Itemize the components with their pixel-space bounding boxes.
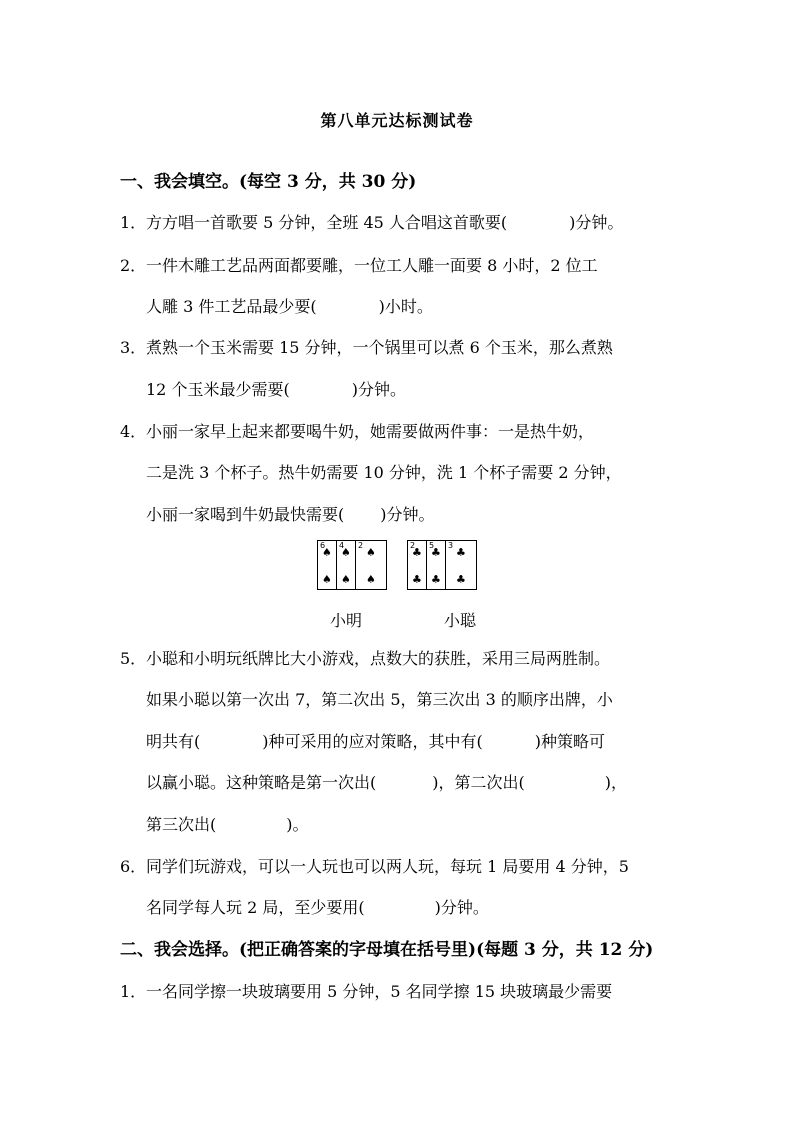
question-number: 6． bbox=[120, 857, 147, 876]
question-3-line-2 bbox=[146, 380, 406, 400]
spade-icon: ♠ bbox=[366, 546, 376, 559]
question-text: )， bbox=[604, 773, 627, 792]
question-number: 4． bbox=[120, 422, 147, 441]
question-4-line-2 bbox=[146, 463, 622, 483]
question-text: 名同学每人玩 2 局，至少要用( bbox=[146, 898, 365, 917]
question-6-line-1 bbox=[120, 857, 629, 877]
card-rank: 6 bbox=[320, 541, 326, 550]
question-text: )分钟。 bbox=[380, 505, 435, 524]
spade-icon: ♠ bbox=[341, 546, 351, 559]
question-text: 小丽一家早上起来都要喝牛奶，她需要做两件事：一是热牛奶， bbox=[146, 422, 595, 441]
spade-icon: ♠ bbox=[341, 573, 351, 586]
club-icon: ♣ bbox=[431, 546, 441, 559]
card-rank: 2 bbox=[358, 541, 364, 550]
spade-icon: ♠ bbox=[322, 546, 332, 559]
question-text: )种策略可 bbox=[534, 732, 605, 751]
question-text: )分钟。 bbox=[434, 898, 489, 917]
question-number: 1． bbox=[120, 213, 147, 232]
question-text: 同学们玩游戏，可以一人玩也可以两人玩，每玩 1 局要用 4 分钟，5 bbox=[146, 857, 629, 876]
card-rank: 5 bbox=[429, 541, 435, 550]
card-rank: 3 bbox=[448, 541, 454, 550]
spade-icon: ♠ bbox=[322, 573, 332, 586]
playing-card bbox=[426, 540, 446, 590]
question-5-line-4 bbox=[146, 773, 627, 793]
club-icon: ♣ bbox=[431, 573, 441, 586]
question-4-line-1 bbox=[120, 422, 594, 442]
question-text: 明共有( bbox=[146, 732, 201, 751]
question-2-line-2 bbox=[146, 297, 433, 317]
question-text: 小丽一家喝到牛奶最快需要( bbox=[146, 505, 345, 524]
question-text: )种可采用的应对策略，其中有( bbox=[262, 732, 483, 751]
question-text: 小聪和小明玩纸牌比大小游戏，点数大的获胜，采用三局两胜制。 bbox=[146, 649, 611, 668]
question-5-line-2 bbox=[146, 690, 613, 710]
playing-card bbox=[355, 540, 387, 590]
card-rank: 2 bbox=[410, 541, 416, 550]
question-4-line-3 bbox=[146, 505, 435, 525]
question-text: 人雕 3 件工艺品最少要( bbox=[146, 297, 317, 316]
section-2-heading: 二、我会选择。(把正确答案的字母填在括号里)(每题 3 分，共 12 分) bbox=[120, 940, 654, 960]
playing-card bbox=[317, 540, 337, 590]
question-text: 煮熟一个玉米需要 15 分钟，一个锅里可以煮 6 个玉米，那么煮熟 bbox=[146, 338, 613, 357]
playing-card bbox=[407, 540, 427, 590]
cards-xiaoming bbox=[318, 540, 387, 590]
question-5-line-5 bbox=[146, 815, 309, 835]
section-2-question-1 bbox=[120, 982, 612, 1002]
page-title: 第八单元达标测试卷 bbox=[320, 111, 474, 130]
question-5-line-3 bbox=[146, 732, 605, 752]
playing-card bbox=[336, 540, 356, 590]
question-text: 方方唱一首歌要 5 分钟，全班 45 人合唱这首歌要( bbox=[146, 213, 508, 232]
question-3-line-1 bbox=[120, 338, 613, 358]
club-icon: ♣ bbox=[456, 546, 466, 559]
question-text: )分钟。 bbox=[569, 213, 624, 232]
question-text: )，第二次出( bbox=[432, 773, 525, 792]
question-number: 1． bbox=[120, 982, 147, 1001]
card-rank: 4 bbox=[339, 541, 345, 550]
question-6-line-2 bbox=[146, 898, 489, 918]
question-text: )小时。 bbox=[378, 297, 433, 316]
question-text: 一名同学擦一块玻璃要用 5 分钟，5 名同学擦 15 块玻璃最少需要 bbox=[146, 982, 613, 1001]
cards-xiaocong bbox=[408, 540, 477, 590]
question-text: 如果小聪以第一次出 7，第二次出 5，第三次出 3 的顺序出牌，小 bbox=[146, 690, 613, 709]
club-icon: ♣ bbox=[412, 573, 422, 586]
question-5-line-1 bbox=[120, 649, 610, 669]
caption-xiaoming: 小明 bbox=[330, 611, 363, 630]
question-1 bbox=[120, 213, 623, 233]
question-text: 二是洗 3 个杯子。热牛奶需要 10 分钟，洗 1 个杯子需要 2 分钟， bbox=[146, 463, 622, 482]
playing-card bbox=[445, 540, 477, 590]
question-number: 3． bbox=[120, 338, 147, 357]
question-text: )分钟。 bbox=[351, 380, 406, 399]
club-icon: ♣ bbox=[412, 546, 422, 559]
question-text: 一件木雕工艺品两面都要雕，一位工人雕一面要 8 小时，2 位工 bbox=[146, 256, 598, 275]
spade-icon: ♠ bbox=[366, 573, 376, 586]
question-text: )。 bbox=[286, 815, 309, 834]
section-1-heading: 一、我会填空。(每空 3 分，共 30 分) bbox=[120, 172, 417, 192]
caption-xiaocong: 小聪 bbox=[444, 611, 477, 630]
question-text: 第三次出( bbox=[146, 815, 217, 834]
question-number: 2． bbox=[120, 256, 147, 275]
question-text: 12 个玉米最少需要( bbox=[146, 380, 290, 399]
question-text: 以赢小聪。这种策略是第一次出( bbox=[146, 773, 377, 792]
question-2-line-1 bbox=[120, 256, 598, 276]
question-number: 5． bbox=[120, 649, 147, 668]
club-icon: ♣ bbox=[456, 573, 466, 586]
